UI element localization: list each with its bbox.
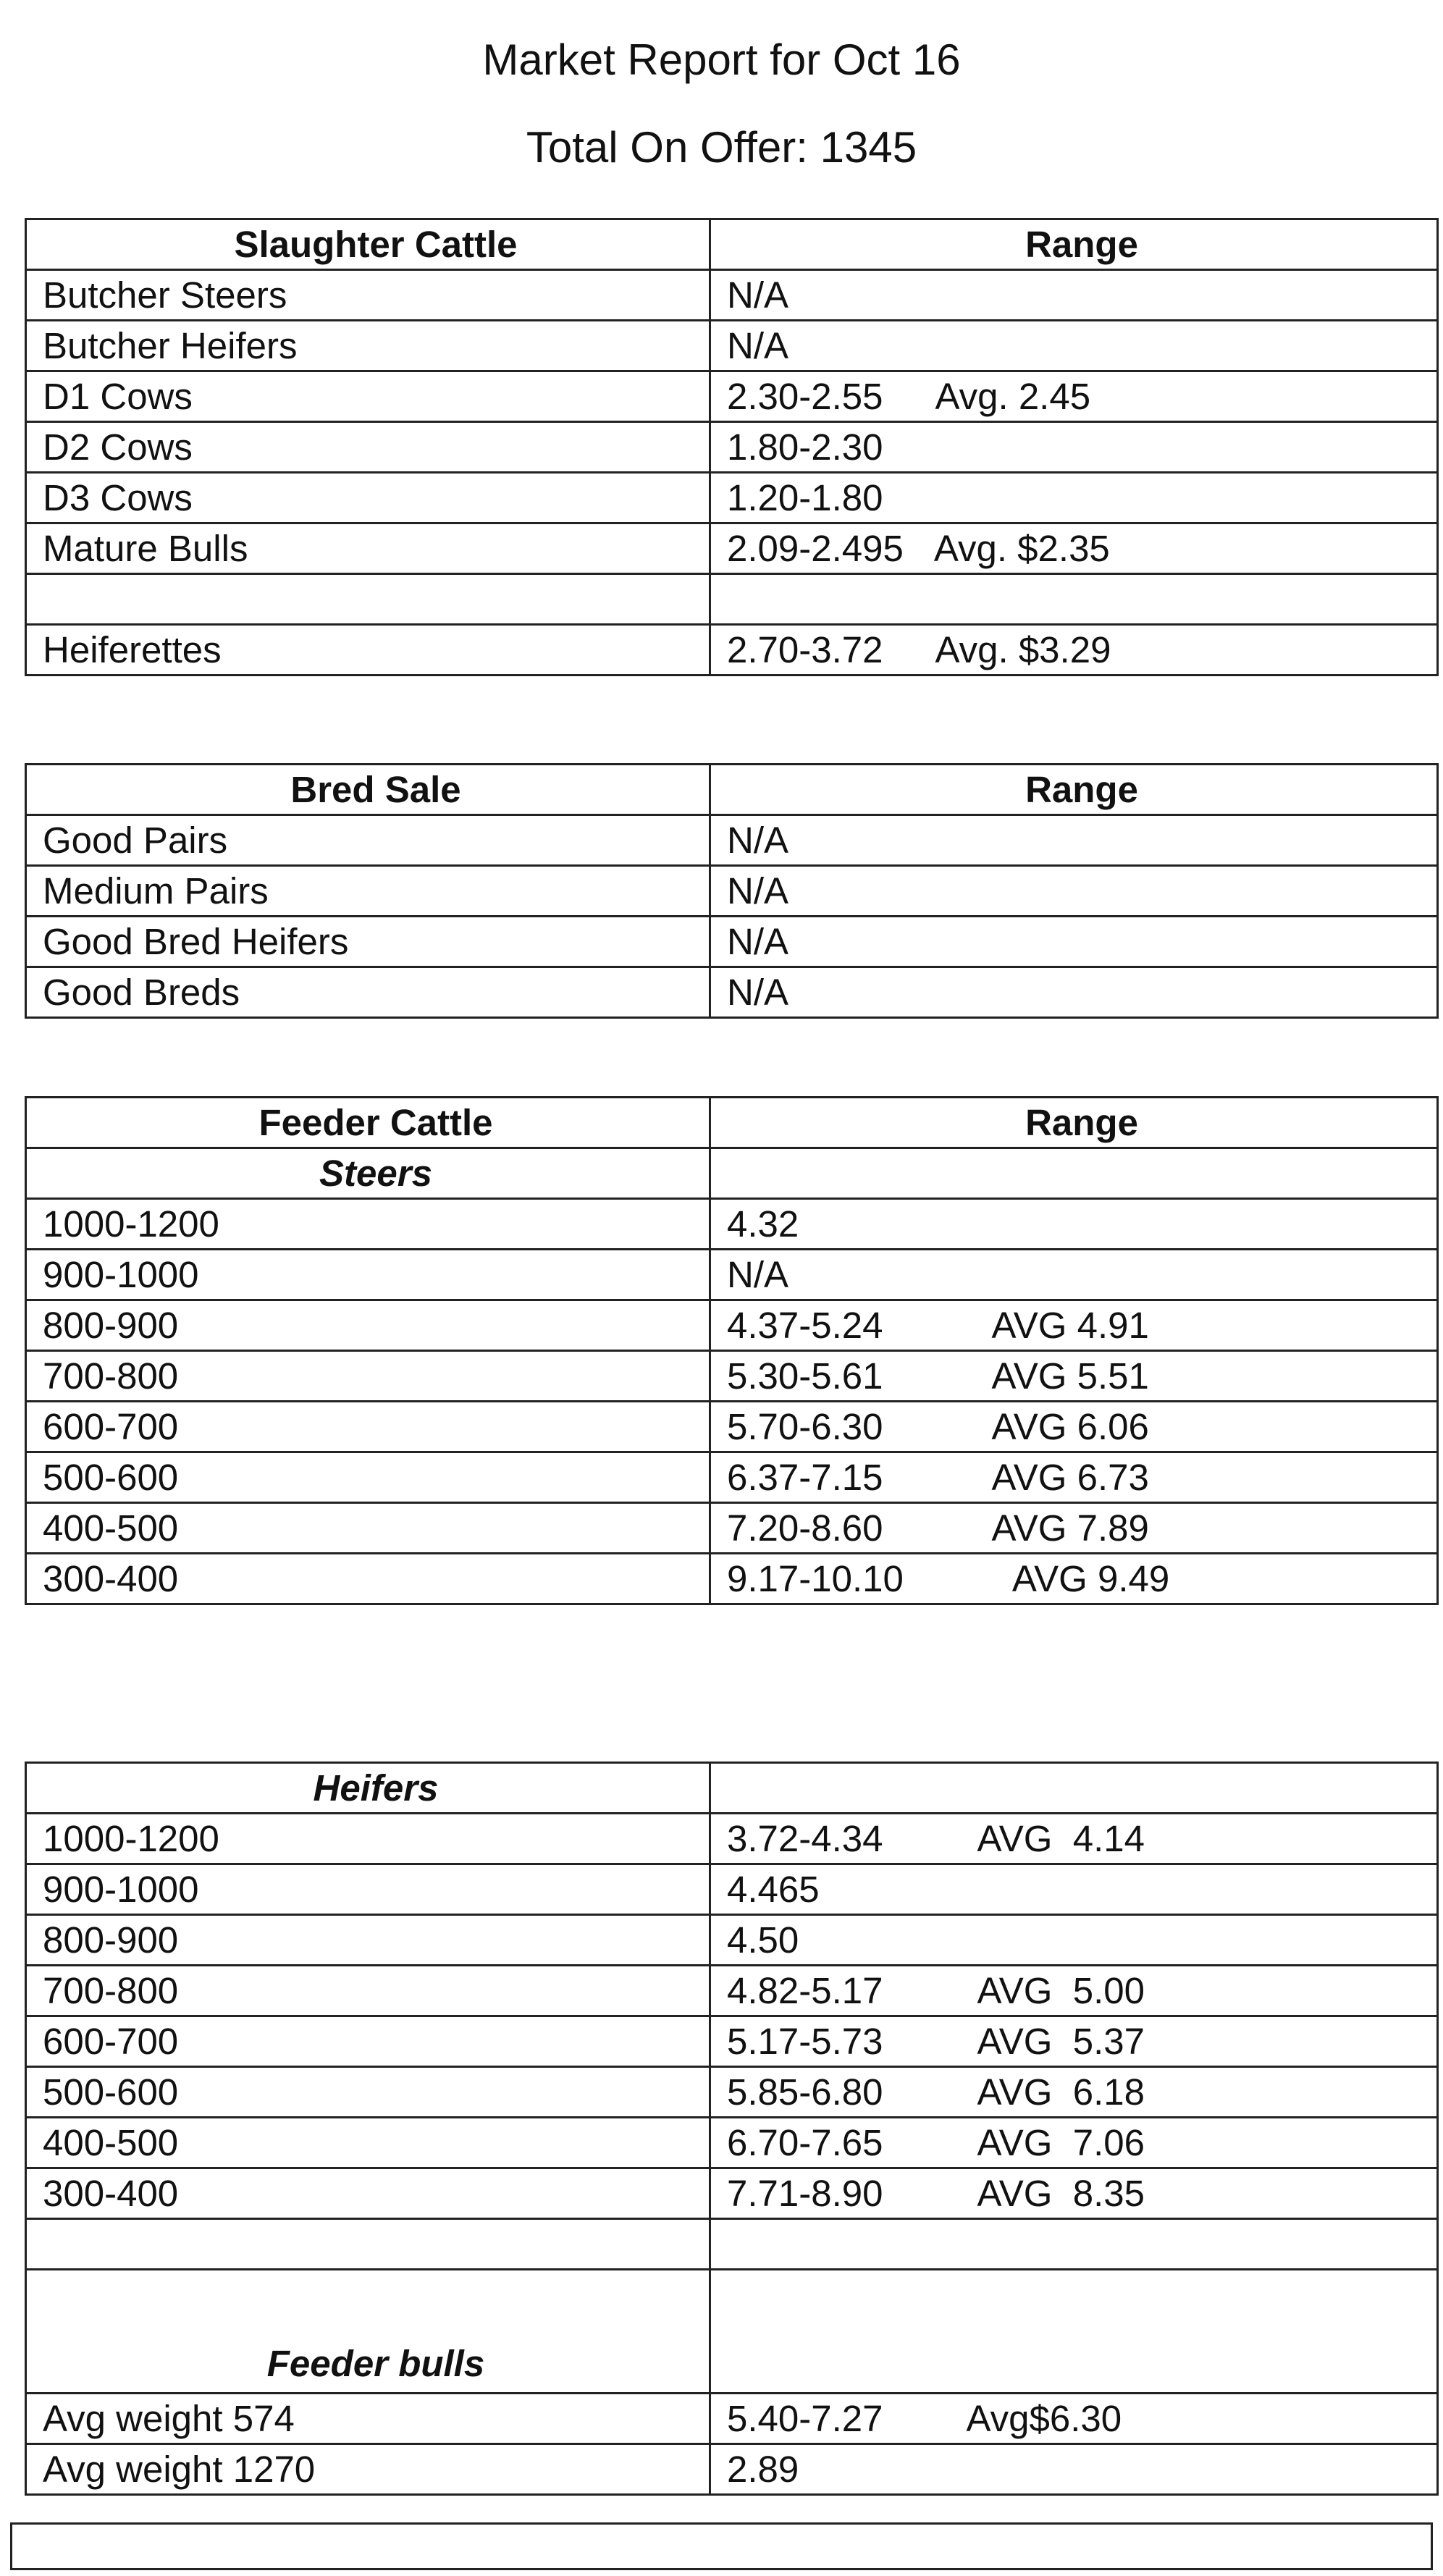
row-range-cell [710, 815, 1438, 866]
bred-rows [26, 815, 1438, 1018]
row-label: 800-900 [26, 1300, 710, 1351]
row-label: Mature Bulls [26, 523, 710, 574]
row-label: 500-600 [26, 2067, 710, 2118]
table-row [26, 625, 1438, 675]
row-label: 400-500 [26, 2118, 710, 2168]
table-row [26, 2444, 1438, 2495]
table-row [26, 1250, 1438, 1300]
row-range-cell [710, 1452, 1438, 1503]
row-label: D3 Cows [26, 473, 710, 523]
empty-cell [710, 1763, 1438, 1814]
row-range: 9.17-10.10 [727, 1558, 904, 1599]
row-average: AVG 4.14 [977, 1818, 1145, 1859]
row-label [26, 574, 710, 625]
table-row [26, 1966, 1438, 2016]
row-average: AVG 5.37 [977, 2021, 1145, 2062]
row-average: AVG 7.89 [991, 1507, 1149, 1549]
table-row [26, 866, 1438, 917]
table-row [26, 1351, 1438, 1402]
row-label: 500-600 [26, 1452, 710, 1503]
row-range: 5.70-6.30 [727, 1406, 883, 1447]
bred-sale-table [25, 763, 1439, 1019]
table-row [26, 1402, 1438, 1452]
table-row [26, 321, 1438, 371]
table-row [26, 2168, 1438, 2219]
table-row [26, 2016, 1438, 2067]
row-label: 600-700 [26, 1402, 710, 1452]
table-row [26, 270, 1438, 321]
heifers-table [25, 1761, 1439, 2496]
row-range: 1.20-1.80 [727, 477, 883, 518]
row-range-cell [710, 321, 1438, 371]
row-average: Avg. $2.35 [933, 528, 1110, 569]
steers-label: Steers [26, 1148, 710, 1199]
table-row [26, 1300, 1438, 1351]
table-row [26, 574, 1438, 625]
row-range-cell [710, 967, 1438, 1018]
table-row [26, 967, 1438, 1018]
row-label: Heiferettes [26, 625, 710, 675]
row-range-cell [710, 371, 1438, 422]
row-range-cell [710, 917, 1438, 967]
row-range: 5.17-5.73 [727, 2021, 883, 2062]
row-range-cell [710, 2168, 1438, 2219]
row-label: Good Pairs [26, 815, 710, 866]
table-row [26, 815, 1438, 866]
empty-cell [710, 2219, 1438, 2270]
table-row [26, 2394, 1438, 2444]
row-label: Avg weight 574 [26, 2394, 710, 2444]
row-range: 2.89 [727, 2449, 799, 2490]
row-label: Butcher Heifers [26, 321, 710, 371]
row-range-cell [710, 1503, 1438, 1554]
row-range: 5.85-6.80 [727, 2071, 883, 2113]
row-range: 4.465 [727, 1869, 820, 1910]
empty-cell [710, 2270, 1438, 2394]
row-range: 3.72-4.34 [727, 1818, 883, 1859]
row-range-cell [710, 1300, 1438, 1351]
row-range: N/A [727, 325, 789, 366]
slaughter-rows [26, 270, 1438, 675]
steer-rows [26, 1199, 1438, 1604]
table-row [26, 2118, 1438, 2168]
row-range: 5.40-7.27 [727, 2398, 883, 2439]
row-range: 7.71-8.90 [727, 2173, 883, 2214]
table-header-row [26, 219, 1438, 270]
table-row [26, 473, 1438, 523]
row-range-cell [710, 2016, 1438, 2067]
empty-cell [710, 1148, 1438, 1199]
column-header-range: Range [710, 219, 1438, 270]
empty-cell [26, 2219, 710, 2270]
table-row [26, 1915, 1438, 1966]
row-range-cell [710, 2067, 1438, 2118]
column-header-category: Slaughter Cattle [26, 219, 710, 270]
feeder-bulls-label: Feeder bulls [26, 2270, 710, 2394]
row-label: 300-400 [26, 2168, 710, 2219]
table-row [26, 1864, 1438, 1915]
row-range: N/A [727, 870, 789, 912]
column-header-category: Feeder Cattle [26, 1098, 710, 1148]
row-range: 2.70-3.72 [727, 629, 883, 670]
row-average: AVG 6.18 [977, 2071, 1145, 2113]
row-range: 6.37-7.15 [727, 1457, 883, 1498]
row-label: D1 Cows [26, 371, 710, 422]
row-range-cell [710, 1966, 1438, 2016]
row-label: 900-1000 [26, 1250, 710, 1300]
row-range-cell [710, 2118, 1438, 2168]
row-average: AVG 8.35 [977, 2173, 1145, 2214]
row-range-cell [710, 1351, 1438, 1402]
row-average: Avg. 2.45 [935, 376, 1091, 417]
row-average: AVG 6.06 [991, 1406, 1149, 1447]
row-range-cell [710, 1250, 1438, 1300]
row-range-cell [710, 1814, 1438, 1864]
row-label: 600-700 [26, 2016, 710, 2067]
row-average: Avg$6.30 [966, 2398, 1122, 2439]
table-row [26, 1452, 1438, 1503]
table-row [26, 523, 1438, 574]
table-row [26, 1814, 1438, 1864]
row-range: N/A [727, 274, 789, 316]
row-range: 4.82-5.17 [727, 1970, 883, 2011]
row-range: 6.70-7.65 [727, 2122, 883, 2163]
row-range: 4.37-5.24 [727, 1305, 883, 1346]
row-range: N/A [727, 921, 789, 962]
heifers-label: Heifers [26, 1763, 710, 1814]
row-range: N/A [727, 972, 789, 1013]
heifer-rows [26, 1814, 1438, 2219]
table-row [26, 1503, 1438, 1554]
table-header-row [26, 1098, 1438, 1148]
row-range-cell [710, 574, 1438, 625]
row-label: 1000-1200 [26, 1199, 710, 1250]
feeder-cattle-table [25, 1096, 1439, 1605]
row-label: 400-500 [26, 1503, 710, 1554]
row-range: N/A [727, 1254, 789, 1295]
row-range-cell [710, 1199, 1438, 1250]
table-row [26, 422, 1438, 473]
row-range-cell [710, 1402, 1438, 1452]
feeder-bull-rows [26, 2394, 1438, 2495]
table-header-row [26, 765, 1438, 815]
row-label: Good Bred Heifers [26, 917, 710, 967]
row-average: AVG 6.73 [991, 1457, 1149, 1498]
column-header-range: Range [710, 1098, 1438, 1148]
row-range-cell [710, 625, 1438, 675]
row-label: D2 Cows [26, 422, 710, 473]
row-label: Avg weight 1270 [26, 2444, 710, 2495]
row-range-cell [710, 866, 1438, 917]
row-average: AVG 4.91 [991, 1305, 1149, 1346]
page-title: Market Report for Oct 16 [482, 35, 961, 84]
row-range: 2.09-2.495 [727, 528, 904, 569]
table-row [26, 371, 1438, 422]
row-range: 1.80-2.30 [727, 426, 883, 468]
table-row [26, 917, 1438, 967]
feeder-bulls-subheader-row [26, 2270, 1438, 2394]
steers-subheader-row [26, 1148, 1438, 1199]
row-label: 800-900 [26, 1915, 710, 1966]
row-range-cell [710, 422, 1438, 473]
table-row [26, 1554, 1438, 1604]
row-label: 700-800 [26, 1966, 710, 2016]
total-on-offer: Total On Offer: 1345 [526, 123, 917, 172]
spacer-row [26, 2219, 1438, 2270]
row-average: Avg. $3.29 [935, 629, 1111, 670]
row-range-cell [710, 1864, 1438, 1915]
row-label: 900-1000 [26, 1864, 710, 1915]
row-range-cell [710, 523, 1438, 574]
row-range-cell [710, 2444, 1438, 2495]
table-row [26, 2067, 1438, 2118]
row-average: AVG 9.49 [1011, 1558, 1170, 1599]
row-range-cell [710, 1554, 1438, 1604]
row-range: 4.32 [727, 1203, 799, 1245]
column-header-category: Bred Sale [26, 765, 710, 815]
row-label: Butcher Steers [26, 270, 710, 321]
row-average: AVG 7.06 [977, 2122, 1145, 2163]
row-average: AVG 5.00 [977, 1970, 1145, 2011]
row-label: 300-400 [26, 1554, 710, 1604]
row-range-cell [710, 1915, 1438, 1966]
row-range: 2.30-2.55 [727, 376, 883, 417]
row-label: Good Breds [26, 967, 710, 1018]
row-range-cell [710, 473, 1438, 523]
row-label: Medium Pairs [26, 866, 710, 917]
slaughter-cattle-table [25, 218, 1439, 676]
row-range-cell [710, 2394, 1438, 2444]
column-header-range: Range [710, 765, 1438, 815]
row-range: 7.20-8.60 [727, 1507, 883, 1549]
heifers-subheader-row [26, 1763, 1438, 1814]
footer-box [10, 2522, 1433, 2570]
row-label: 1000-1200 [26, 1814, 710, 1864]
row-range: 5.30-5.61 [727, 1355, 883, 1397]
row-average: AVG 5.51 [991, 1355, 1149, 1397]
row-range: 4.50 [727, 1919, 799, 1961]
table-row [26, 1199, 1438, 1250]
row-label: 700-800 [26, 1351, 710, 1402]
row-range-cell [710, 270, 1438, 321]
row-range: N/A [727, 820, 789, 861]
